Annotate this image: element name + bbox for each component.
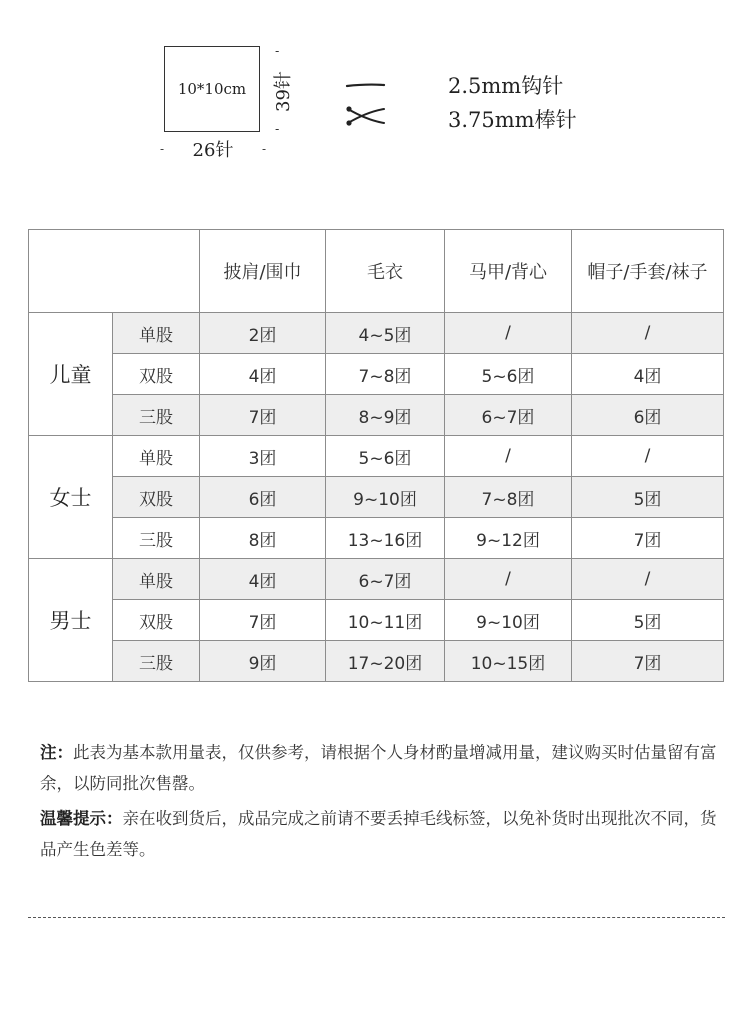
table-cell: /	[572, 313, 724, 354]
crochet-hook-icon	[344, 73, 386, 97]
table-corner-cell	[29, 230, 200, 313]
strand-label: 双股	[113, 600, 200, 641]
table-cell: 4~5团	[326, 313, 445, 354]
column-header: 披肩/围巾	[200, 230, 326, 313]
table-row	[29, 600, 724, 641]
table-cell: 8团	[200, 518, 326, 559]
table-cell: 7~8团	[445, 477, 572, 518]
table-cell: 9团	[200, 641, 326, 682]
dashed-divider	[28, 917, 725, 918]
column-header: 毛衣	[326, 230, 445, 313]
gauge-tick: -	[160, 142, 165, 156]
table-row	[29, 354, 724, 395]
note-paragraph	[40, 737, 720, 799]
note-text: 此表为基本款用量表，仅供参考，请根据个人身材酌量增减用量，建议购买时估量留有富余，以防同批次售罄。	[40, 743, 717, 793]
table-cell: 5团	[572, 477, 724, 518]
table-cell: 7团	[200, 395, 326, 436]
tip-paragraph	[40, 803, 720, 865]
table-cell: 7团	[572, 518, 724, 559]
strand-label: 单股	[113, 559, 200, 600]
table-cell: 7团	[572, 641, 724, 682]
gauge-swatch	[164, 46, 260, 132]
table-cell: /	[445, 436, 572, 477]
table-cell: 4团	[200, 559, 326, 600]
gauge-tick: -	[275, 44, 280, 58]
gauge-tick: -	[261, 142, 266, 156]
knitting-needles-label: 3.75mm棒针	[448, 108, 577, 132]
column-header: 帽子/手套/袜子	[572, 230, 724, 313]
group-label: 男士	[29, 559, 113, 682]
table-cell: 10~15团	[445, 641, 572, 682]
table-cell: 6团	[572, 395, 724, 436]
gauge-swatch-label: 10*10cm	[177, 80, 247, 98]
strand-label: 三股	[113, 395, 200, 436]
group-label: 儿童	[29, 313, 113, 436]
strand-label: 双股	[113, 477, 200, 518]
table-cell: 9~12团	[445, 518, 572, 559]
note-label: 注：	[40, 743, 73, 762]
strand-label: 双股	[113, 354, 200, 395]
strand-label: 三股	[113, 518, 200, 559]
group-label: 女士	[29, 436, 113, 559]
gauge-stitches-label: 26针	[192, 140, 234, 161]
table-row	[29, 313, 724, 354]
table-cell: 10~11团	[326, 600, 445, 641]
table-cell: 7团	[200, 600, 326, 641]
table-cell: /	[572, 559, 724, 600]
tip-text: 亲在收到货后，成品完成之前请不要丢掉毛线标签，以免补货时出现批次不同，货品产生色差等。	[40, 809, 717, 859]
strand-label: 三股	[113, 641, 200, 682]
table-cell: 6~7团	[326, 559, 445, 600]
table-cell: 4团	[200, 354, 326, 395]
strand-label: 单股	[113, 313, 200, 354]
strand-label: 单股	[113, 436, 200, 477]
table-cell: /	[445, 313, 572, 354]
yarn-usage-table	[28, 229, 724, 682]
table-cell: 7~8团	[326, 354, 445, 395]
table-cell: 17~20团	[326, 641, 445, 682]
knitting-needles-icon	[344, 104, 386, 128]
table-cell: 5~6团	[326, 436, 445, 477]
table-cell: 6团	[200, 477, 326, 518]
table-cell: 3团	[200, 436, 326, 477]
table-row	[29, 395, 724, 436]
table-cell: /	[445, 559, 572, 600]
table-cell: 6~7团	[445, 395, 572, 436]
table-row	[29, 641, 724, 682]
table-cell: 5~6团	[445, 354, 572, 395]
table-row	[29, 518, 724, 559]
table-cell: 9~10团	[326, 477, 445, 518]
gauge-rows-measure	[262, 44, 292, 136]
column-header: 马甲/背心	[445, 230, 572, 313]
crochet-hook-label: 2.5mm钩针	[448, 74, 564, 98]
table-cell: 13~16团	[326, 518, 445, 559]
table-row	[29, 436, 724, 477]
table-cell: 2团	[200, 313, 326, 354]
table-header-row	[29, 230, 724, 313]
table-cell: 8~9团	[326, 395, 445, 436]
table-cell: /	[572, 436, 724, 477]
table-cell: 5团	[572, 600, 724, 641]
table-row	[29, 559, 724, 600]
table-cell: 9~10团	[445, 600, 572, 641]
gauge-rows-label: 39针	[273, 71, 294, 112]
gauge-tick: -	[275, 122, 280, 136]
tip-label: 温馨提示：	[40, 809, 123, 828]
notes-section	[40, 737, 720, 869]
gauge-stitches-measure	[160, 136, 266, 162]
table-cell: 4团	[572, 354, 724, 395]
table-row	[29, 477, 724, 518]
